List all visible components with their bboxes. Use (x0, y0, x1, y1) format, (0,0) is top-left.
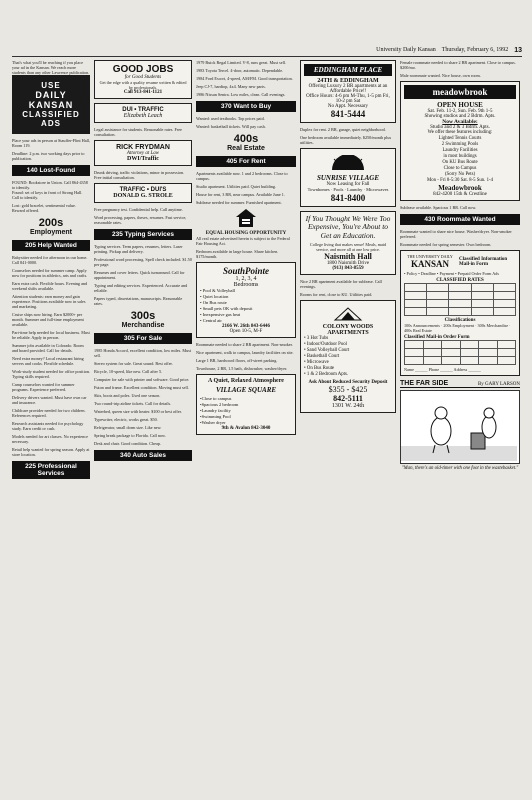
mailin-form: THE UNIVERSITY DAILY KANSAN Classified Information Mail-in Form • Policy • Deadline • Payment • Prepaid Order Form Ads CLASSIFIED RATES Classifications 100s Announcements · 200s Employment · 300s Merchandise · 400s Real Estate Classified Mail-in Order Form Name ______ Phone ______ Address ______ (400, 250, 520, 376)
meadowbrook-phone: 842-4200 15th & Crestline (433, 192, 487, 197)
colony-f6: • On Bus Route (304, 366, 335, 371)
merch-number: 300s (130, 310, 156, 322)
goodjobs-title: GOOD JOBS (112, 64, 174, 75)
goodjobs-sub: for Good Students (124, 75, 162, 80)
rates-table (404, 283, 516, 316)
eddingham-phone: 841-5444 (330, 109, 366, 119)
employment-number: 200s (38, 217, 64, 229)
traffic-title: TRAFFIC • DUI'S (119, 187, 167, 193)
southpointe-brand: SouthPointe (222, 266, 269, 276)
equal-housing-logo (196, 208, 296, 236)
dwi-title: DWI/Traffic (127, 156, 159, 162)
realestate-number: 400s (233, 133, 259, 145)
meadowbrook-hours: Mon - Fri 8-5:30 Sat. 8-5 Sun. 1-4 (427, 178, 493, 183)
form-kansan: KANSAN (410, 259, 449, 269)
issue-date: Thursday, February 6, 1992 (441, 47, 509, 53)
village-f4: •Swimming Pool (200, 414, 231, 419)
forsale-header: 305 For Sale (94, 333, 192, 344)
village-square-ad (196, 374, 296, 435)
sunrise-icon (328, 155, 368, 171)
help-wanted-header: 205 Help Wanted (12, 240, 90, 251)
village-address: 9th & Avalon 842-3040 (221, 426, 271, 431)
eddingham-hours: Office Hours: 4-6 pm M-Thu, 1-5 pm Fri, 10-2 pm Sat (306, 94, 390, 104)
masthead (12, 44, 522, 57)
classified-logo (12, 75, 90, 134)
column-5: Female roommate needed to share 2 BR apartment. Close to campus. $200/mo. Male roommate wanted. Nice house, own room. meadowbrook OPEN HOUSE Sat. Feb. 11-2, Sun. Feb. 9th 1-5 Showing studios and 2 Bdrm. Apts. Now Available: Studio and 2 & 3 Bdrm. Apts. We offer these features including: Lighted Tennis Courts 2 Swimming Pools Laundry Facilities in most buildings On KU Bus Route Close to Campus (Sorry No Pets) Mon - Fri 8-5:30 Sat. 8-5 Sun. 1-4 Meadowbrook 842-4200 15th & Crestline Sublease available. Spacious 1 BR. Call now. 430 Roommate Wanted Roommate wanted to share nice house. Washer/dryer. Non-smoker preferred. Roommate needed for spring semester. Own bedroom. THE UNIVERSITY DAILY KANSAN Classified Information Mail-in Form • Policy • Deadline • Payment • Prepaid Order Form Ads CLASSIFIED RATES Classifications 100s Announcements · 200s Employment · 300s Merchandise · 400s Real Estate Classified Mail-in Order Form Name ______ Phone ______ Address ______ THE FAR SIDE By GARY LARSON "Man, there's an old-timer with one foot in the wastebasket." (400, 60, 520, 471)
order-grid (404, 340, 516, 365)
southpointe-hours: Open 10-5, M-F (229, 329, 263, 334)
dui-ad (94, 103, 192, 123)
column-4: EDDINGHAM PLACE 24TH & EDDINGHAM Offering Luxury 2 BR apartments at an Affordable Price!! Office Hours: 4-6 pm M-Thu, 1-5 pm Fri, 10-2 pm Sat No Appt. Necessary 841-5444 Duplex for rent. 2 BR, garage, quiet neighborhood. One bedroom available immediately. $250/month plus utilities. SUNRISE VILLAGE Now Leasing for Fall Townhomes · Pools · Laundry · Microwaves 841-8400 If You Thought We Were Too Expensive, You're About to Get an Education. College living that makes sense! Meals, maid service, and more all at one low price. Naismith Hall 1800 Naismith Drive (913) 843-8559 Nice 2 BR apartment available for sublease. Call evenings. Rooms for rent, close to KU. Utilities paid. COLONY WOODS APARTMENTS • 3 Hot Tubs • Indoor/Outdoor Pool • Sand Volleyball Court • Basketball Court • Microwave • On Bus Route • 1 & 2 Bedroom Apts. Ask About Reduced Security Deposit $355 - $425 842-5111 1301 W. 24th (300, 60, 396, 417)
farside-author: By GARY LARSON (477, 382, 520, 387)
meadowbrook-f6: On KU Bus Route (442, 160, 478, 165)
paper-name: University Daily Kansan (376, 47, 436, 53)
meadowbrook-available: Now Available: (442, 119, 478, 125)
frydman-name: RICK FRYDMAN (116, 144, 170, 151)
dui-name: Elizabeth Leach (123, 113, 163, 119)
colony-addr: 1301 W. 24th (331, 403, 365, 409)
sunrise-phone: 841-8400 (330, 192, 366, 203)
colony-f2: • Indoor/Outdoor Pool (304, 342, 347, 347)
meadowbrook-units: Studio and 2 & 3 Bdrm. Apts. (430, 125, 490, 130)
intro-text: That's what you'll be reaching if you place your ad in the Kansan. We reach more students than any other Lawrence publication. (12, 60, 90, 75)
southpointe-rooms: 1, 2, 3, 4 (235, 276, 257, 282)
meadowbrook-addr: Meadowbrook (438, 184, 482, 192)
meadowbrook-dates: Sat. Feb. 11-2, Sun. Feb. 9th 1-5 (427, 109, 493, 114)
village-f5: •Washer dryer (200, 420, 226, 425)
column-2: GOOD JOBS for Good Students Get the edge with a quality resume written & edited by professionals. Call 913-841-1121 DUI • TRAFFIC Elizabeth Leach Legal assistance for students. Reasonable rates. Free consultation. RICK FRYDMAN Attorney at Law DWI/Traffic Drunk driving, traffic violations, minor in possession. Free initial consultation. TRAFFIC • DUI'S DONALD G. STROLE Free pregnancy test. Confidential help. Call anytime. Word processing, papers, theses, resumes. Fast service, reasonable rates. 235 Typing Services Typing services. Term papers, resumes, letters. Laser printing. Pickup and delivery. Professional word processing. Spell check included. $1.50 per page. Resumes and cover letters. Quick turnaround. Call for appointment. Typing and editing services. Experienced. Accurate and reliable. Papers typed, dissertations, manuscripts. Reasonable rates. 300s Merchandise 305 For Sale 1985 Honda Accord, excellent condition, low miles. Must sell. Stereo system for sale. Great sound. Best offer. Bicycle, 10-speed, like new. Call after 5. Computer for sale with printer and software. Good price. Futon and frame. Excellent condition. Moving must sell. Skis, boots and poles. Used one season. Two round-trip airline tickets. Call for details. Waterbed, queen size with heater. $100 or best offer. Typewriter, electric, works great. $50. Refrigerator, small dorm size. Like new. Spring break package to Florida. Call now. Desk and chair. Good condition. Cheap. 340 Auto Sales (94, 60, 192, 465)
help-text-1: Babysitter needed for afternoon in our home. Call 841-0000. (12, 255, 88, 265)
form-rates: CLASSIFIED RATES (436, 278, 484, 283)
colony-logo-icon (333, 307, 363, 321)
form-univ: THE UNIVERSITY DAILY (407, 254, 453, 259)
roommate-header: 430 Roommate Wanted (400, 214, 520, 225)
eddingham-ad (300, 60, 396, 123)
merch-section (94, 310, 192, 329)
village-name: VILLAGE SQUARE (215, 386, 277, 394)
eddingham-text: Offering Luxury 2 BR apartments at an Affordable Price!! (308, 84, 388, 94)
employment-section (12, 217, 90, 236)
help-text-2: Counselors needed for summer camp. Apply now for positions in athletics, arts and crafts. (12, 268, 88, 278)
logo-use: USE (41, 81, 61, 90)
logo-classified: CLASSIFIED (22, 110, 80, 119)
column-3: 1979 Buick Regal Limited. V-8, runs great. Must sell. 1983 Toyota Tercel. 4-door, automatic. Dependable. 1984 Ford Escort, 4-speed, AM/FM. Good transportation. Jeep CJ-7, hardtop, 4x4. Many new parts. 1986 Nissan Sentra. Low miles, clean. Call evenings. 370 Want to Buy Wanted: used textbooks. Top prices paid. Wanted: basketball tickets. Will pay cash. 400s Real Estate 405 For Rent Apartments available now. 1 and 2 bedrooms. Close to campus. Studio apartment. Utilities paid. Quiet building. House for rent, 3 BR, near campus. Available June 1. Sublease needed for summer. Furnished apartment. EQUAL HOUSING OPPORTUNITY All real estate advertised herein is subject to the Federal Fair Housing Act. Bedroom available in large house. Share kitchen. $175/month. SouthPointe 1, 2, 3, 4 Bedrooms • Pool & Volleyball • Quiet location • On Bus route • Small pets OK with deposit • Inexpensive gas heat • Central air 2166 W. 26th 843-6446 Open 10-5, M-F Roommate needed to share 2 BR apartment. Non-smoker. Nice apartment, walk to campus, laundry facilities on site. Large 1 BR, hardwood floors, off-street parking. Townhouse, 2 BR, 1.5 bath, dishwasher, washer/dryer. A Quiet, Relaxed Atmosphere VILLAGE SQUARE •Close to campus •Spacious 2 bedroom •Laundry facility •Swimming Pool •Washer dryer 9th & Avalon 842-3040 (196, 60, 296, 439)
eddingham-name: EDDINGHAM PLACE (304, 64, 392, 76)
prof-services-header: 225 Professional Services (12, 461, 90, 479)
sunrise-ad: SUNRISE VILLAGE Now Leasing for Fall Townhomes · Pools · Laundry · Microwaves 841-8400 (300, 148, 396, 207)
meadowbrook-showing: Showing studios and 2 Bdrm. Apts. (424, 114, 496, 119)
meadowbrook-name: meadowbrook (404, 85, 516, 99)
meadowbrook-f1: We offer these features including: (427, 130, 493, 135)
southpointe-ad (196, 262, 296, 338)
meadowbrook-pets: (Sorry No Pets) (444, 172, 476, 177)
colony-f3: • Sand Volleyball Court (304, 348, 350, 353)
southpointe-phone: 2166 W. 26th 843-6446 (221, 324, 271, 329)
frydman-ad (94, 140, 192, 166)
farside-header: THE FAR SIDE (400, 380, 449, 387)
village-f2: •Spacious 2 bedroom (200, 402, 239, 407)
meadowbrook-f5: in most buildings (443, 154, 477, 159)
meadowbrook-f3: 2 Swimming Pools (441, 142, 479, 147)
form-title: Classified Information Mail-in Form (459, 256, 508, 267)
southpointe-f5: • Inexpensive gas heat (200, 312, 241, 317)
farside-drawing (401, 391, 517, 461)
colony-name: COLONY WOODS APARTMENTS (322, 324, 374, 336)
column-1: That's what you'll be reaching if you place your ad in the Kansan. We reach more students than any other Lawrence publication. USE DAILY KANSAN CLASSIFIED ADS Place your ads in person at Stauffer-Flint Hall, Room 119. Deadline: 2 p.m. two working days prior to publication. 140 Lost-Found FOUND: Bookstore in Union. Call 864-4358 to identify. Found: set of keys in front of Strong Hall. Call to identify. Lost: gold bracelet, sentimental value. Reward offered. 200s Employment 205 Help Wanted Babysitter needed for afternoon in our home. Call 841-0000. Counselors needed for summer camp. Apply now for positions in athletics, arts and crafts. Earn extra cash. Flexible hours. Evening and weekend shifts available. Attention students: earn money and gain experience. Positions available now in sales and marketing. Cruise ships now hiring. Earn $2000+ per month. Summer and full-time employment available. Part-time help needed for local business. Must be reliable. Apply in person. Summer jobs available in Colorado. Room and board provided. Call for details. Need extra money? Local restaurant hiring servers and cooks. Flexible schedule. Work-study student needed for office position. Typing skills required. Camp counselors wanted for summer programs. Experience preferred. Delivery drivers wanted. Must have own car and insurance. Childcare provider needed for two children. References required. Research assistants needed for psychology study. Earn credit or cash. Models needed for art classes. No experience necessary. Retail help wanted for spring season. Apply at store location. 225 Professional Services (12, 60, 90, 477)
southpointe-f2: • Quiet location (200, 294, 229, 299)
eddingham-addr: 24TH & EDDINGHAM (317, 78, 379, 84)
expensive-title: If You Thought We Were Too Expensive, You're About to Get an Education. (305, 213, 391, 240)
farside-panel (400, 390, 520, 464)
colony-woods-ad (300, 300, 396, 413)
goodjobs-text: Get the edge with a quality resume written & edited by professionals. (99, 80, 187, 90)
farside-comic (400, 380, 520, 471)
colony-phone: 842-5111 (333, 394, 363, 403)
village-f1: •Close to campus (200, 396, 232, 401)
naismith-phone: (913) 843-8559 (332, 266, 364, 271)
meadowbrook-ad (400, 81, 520, 201)
quiet-title: A Quiet, Relaxed Atmosphere (208, 378, 284, 384)
house-icon (235, 208, 257, 228)
meadowbrook-f4: Laundry Facilities (442, 148, 478, 153)
dui-title: DUI • TRAFFIC (122, 107, 164, 113)
naismith-ad: If You Thought We Were Too Expensive, You're About to Get an Education. College living that makes sense! Meals, maid service, and more all at one low price. Naismith Hall 1800 Naismith Drive (913) 843-8559 (300, 211, 396, 276)
strole-ad (94, 183, 192, 203)
meadowbrook-open: OPEN HOUSE (437, 101, 483, 109)
naismith-addr: 1800 Naismith Drive (326, 261, 370, 266)
farside-caption: "Man, there's an old-timer with one foot in the wastebasket." (401, 466, 519, 471)
strole-name: DONALD G. STROLE (113, 193, 173, 199)
village-f3: •Laundry facility (200, 408, 231, 413)
lost-found-header: 140 Lost-Found (12, 165, 90, 176)
naismith-name: Naismith Hall (324, 252, 372, 261)
employment-label: Employment (29, 229, 72, 236)
goodjobs-phone: Call 913-841-1121 (123, 90, 163, 95)
sunrise-leasing: Now Leasing for Fall (326, 182, 370, 187)
lost-text: FOUND: Bookstore in Union. Call 864-4358 to identify. (12, 180, 88, 190)
southpointe-bed: Bedrooms (233, 282, 259, 288)
colony-f4: • Basketball Court (304, 354, 340, 359)
colony-f1: • 3 Hot Tubs (304, 336, 329, 341)
housing-title: EQUAL HOUSING OPPORTUNITY (205, 231, 287, 236)
colony-price: $355 - $425 (328, 385, 368, 394)
realestate-section (196, 133, 296, 152)
southpointe-f1: • Pool & Volleyball (200, 288, 236, 293)
form-classif: Classifications (444, 318, 476, 323)
meadowbrook-f2: Lighted Tennis Courts (438, 136, 482, 141)
logo-ads: ADS (41, 119, 61, 128)
autosales-header: 340 Auto Sales (94, 450, 192, 461)
help-text-3: Earn extra cash. Flexible hours. Evening and weekend shifts available. (12, 281, 88, 291)
page-number: 13 (514, 46, 522, 54)
sunrise-name: SUNRISE VILLAGE (316, 174, 380, 182)
logo-daily: DAILY (35, 90, 67, 100)
wanted-header: 370 Want to Buy (196, 101, 296, 112)
merch-label: Merchandise (121, 322, 165, 329)
eddingham-appt: No Appt. Necessary (327, 104, 369, 109)
southpointe-f4: • Small pets OK with deposit (200, 306, 253, 311)
colony-f7: • 1 & 2 Bedroom Apts. (304, 372, 349, 377)
colony-f5: • Microwave (304, 360, 329, 365)
southpointe-f6: • Central air (200, 318, 222, 323)
southpointe-f3: • On Bus route (200, 300, 227, 305)
colony-reserve: Ask About Reduced Security Deposit (308, 380, 388, 385)
meadowbrook-f7: Close to Campus (443, 166, 477, 171)
typing-header: 235 Typing Services (94, 229, 192, 240)
form-order: Classified Mail-in Order Form (404, 335, 470, 340)
frydman-title: Attorney at Law (126, 151, 160, 156)
forrent-header: 405 For Rent (196, 156, 296, 167)
logo-kansan: KANSAN (28, 100, 74, 110)
goodjobs-ad (94, 60, 192, 99)
realestate-label: Real Estate (227, 145, 265, 152)
